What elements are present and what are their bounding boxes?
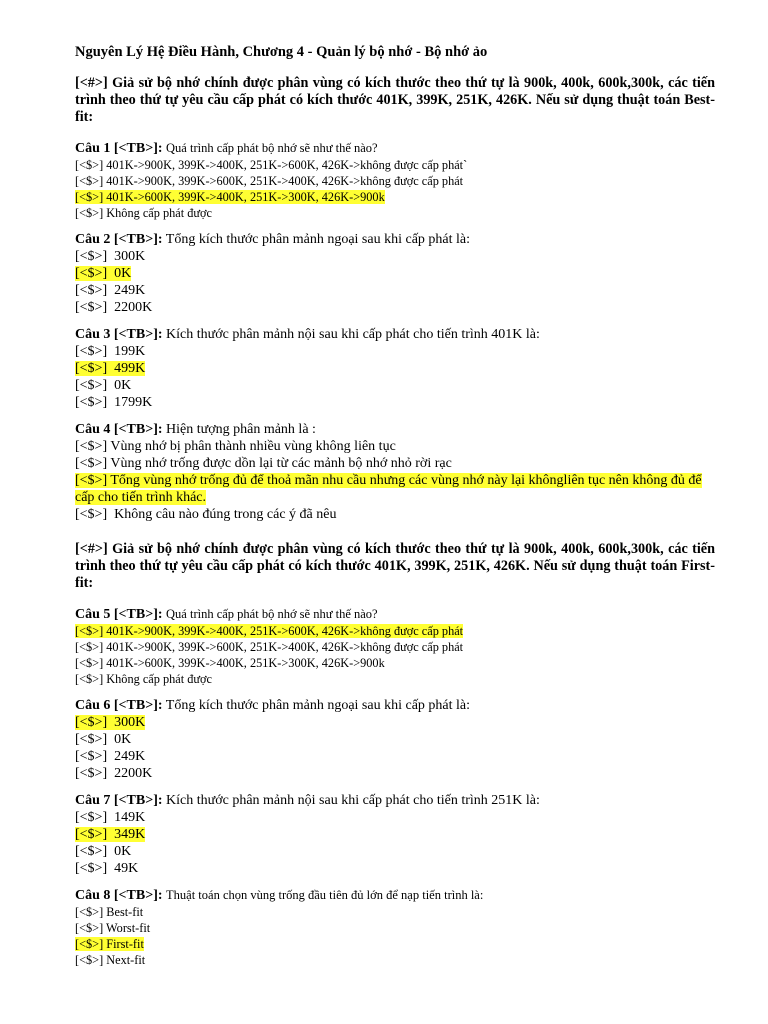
option-text: [<$>] Worst-fit <box>75 921 151 935</box>
option-text: [<$>] 49K <box>75 861 139 876</box>
question-text: Quá trình cấp phát bộ nhớ sẽ như thế nào? <box>166 141 378 155</box>
answer-option-correct <box>75 623 715 639</box>
option-text: [<$>] Vùng nhớ trống được dồn lại từ các mảnh bộ nhớ nhỏ rời rạc <box>75 456 452 471</box>
answer-option-correct <box>75 936 715 952</box>
option-text-highlighted: [<$>] Tổng vùng nhớ trống đủ để thoả mãn nhu cầu nhưng các vùng nhớ này lại khôngliên tục nên không đủ để cấp cho tiến trình khác. <box>75 473 702 505</box>
question-header <box>75 887 768 904</box>
option-text: [<$>] Không câu nào đúng trong các ý đã nêu <box>75 507 337 522</box>
option-text-highlighted: [<$>] 0K <box>75 266 132 281</box>
question-header <box>75 326 768 343</box>
section-intro: [<#>] Giả sử bộ nhớ chính được phân vùng có kích thước theo thứ tự là 900k, 400k, 600k,300k, các tiến trình theo thứ tự yêu cầu cấp phát có kích thước 401K, 399K, 251K, 426K. Nếu sử dụng thuật toán First-fit: <box>75 541 715 591</box>
question-1 <box>75 140 768 221</box>
question-text: Quá trình cấp phát bộ nhớ sẽ như thế nào? <box>166 607 378 621</box>
option-text: [<$>] 300K <box>75 249 146 264</box>
option-text: [<$>] 401K->900K, 399K->400K, 251K->600K, 426K->không được cấp phát` <box>75 158 468 172</box>
option-text-highlighted: [<$>] 349K <box>75 827 146 842</box>
option-text: [<$>] Next-fit <box>75 953 146 967</box>
question-number: Câu 7 [<TB>]: <box>75 793 163 808</box>
answer-option <box>75 765 715 782</box>
answer-option <box>75 860 715 877</box>
section-first-fit <box>75 541 768 968</box>
document-title: Nguyên Lý Hệ Điều Hành, Chương 4 - Quản lý bộ nhớ - Bộ nhớ ảo <box>75 44 488 60</box>
answer-option <box>75 655 715 671</box>
answer-option <box>75 157 715 173</box>
question-text: Thuật toán chọn vùng trống đầu tiên đủ lớn để nạp tiến trình là: <box>166 888 484 902</box>
question-header <box>75 421 768 438</box>
question-header <box>75 792 768 809</box>
answer-option <box>75 809 715 826</box>
answer-option <box>75 904 715 920</box>
answer-option <box>75 438 715 455</box>
question-3 <box>75 326 768 411</box>
answer-option-correct <box>75 826 715 843</box>
answer-option-correct <box>75 714 715 731</box>
answer-option <box>75 377 715 394</box>
answer-option <box>75 455 715 472</box>
option-text: [<$>] 401K->600K, 399K->400K, 251K->300K, 426K->900k <box>75 656 385 670</box>
question-text: Kích thước phân mảnh nội sau khi cấp phát cho tiến trình 251K là: <box>166 793 540 808</box>
question-7 <box>75 792 768 877</box>
answer-option <box>75 282 715 299</box>
option-text: [<$>] Không cấp phát được <box>75 206 212 220</box>
answer-option-correct <box>75 265 715 282</box>
question-header <box>75 140 768 157</box>
question-8 <box>75 887 768 968</box>
question-header <box>75 606 768 623</box>
option-text: [<$>] 149K <box>75 810 146 825</box>
option-text: [<$>] 401K->900K, 399K->600K, 251K->400K, 426K->không được cấp phát <box>75 174 464 188</box>
answer-option <box>75 952 715 968</box>
option-text-highlighted: [<$>] 401K->600K, 399K->400K, 251K->300K, 426K->900k <box>75 190 385 204</box>
option-text: [<$>] 1799K <box>75 395 153 410</box>
option-text: [<$>] 249K <box>75 749 146 764</box>
answer-option <box>75 843 715 860</box>
option-text: [<$>] 0K <box>75 378 132 393</box>
answer-option-correct <box>75 360 715 377</box>
answer-option <box>75 343 715 360</box>
answer-option <box>75 394 715 411</box>
question-header <box>75 697 768 714</box>
option-text: [<$>] 2200K <box>75 766 153 781</box>
answer-option <box>75 299 715 316</box>
option-text: [<$>] 2200K <box>75 300 153 315</box>
section-intro: [<#>] Giả sử bộ nhớ chính được phân vùng có kích thước theo thứ tự là 900k, 400k, 600k,300k, các tiến trình theo thứ tự yêu cầu cấp phát có kích thước 401K, 399K, 251K, 426K. Nếu sử dụng thuật toán Best-fit: <box>75 75 715 125</box>
option-text: [<$>] 249K <box>75 283 146 298</box>
answer-option <box>75 920 715 936</box>
question-6 <box>75 697 768 782</box>
section-best-fit <box>75 75 768 523</box>
option-text-highlighted: [<$>] First-fit <box>75 937 144 951</box>
answer-option-correct <box>75 472 715 506</box>
answer-option <box>75 506 715 523</box>
answer-option <box>75 639 715 655</box>
option-text: [<$>] 199K <box>75 344 146 359</box>
spacer <box>75 533 768 541</box>
question-number: Câu 4 [<TB>]: <box>75 422 163 437</box>
option-text: [<$>] 401K->900K, 399K->600K, 251K->400K, 426K->không được cấp phát <box>75 640 464 654</box>
option-text-highlighted: [<$>] 401K->900K, 399K->400K, 251K->600K, 426K->không được cấp phát <box>75 624 464 638</box>
option-text: [<$>] Vùng nhớ bị phân thành nhiều vùng không liên tục <box>75 439 396 454</box>
option-text: [<$>] Best-fit <box>75 905 144 919</box>
question-text: Kích thước phân mảnh nội sau khi cấp phát cho tiến trình 401K là: <box>166 327 540 342</box>
question-number: Câu 1 [<TB>]: <box>75 141 163 156</box>
question-text: Tổng kích thước phân mảnh ngoại sau khi cấp phát là: <box>165 232 471 247</box>
question-number: Câu 3 [<TB>]: <box>75 327 163 342</box>
option-text: [<$>] 0K <box>75 844 132 859</box>
question-number: Câu 6 [<TB>]: <box>75 698 163 713</box>
question-header <box>75 231 768 248</box>
question-number: Câu 5 [<TB>]: <box>75 607 163 622</box>
answer-option <box>75 173 715 189</box>
option-text: [<$>] Không cấp phát được <box>75 672 212 686</box>
answer-option <box>75 205 715 221</box>
question-number: Câu 2 [<TB>]: <box>75 232 163 247</box>
question-text: Hiện tượng phân mảnh là : <box>166 422 316 437</box>
answer-option <box>75 748 715 765</box>
question-5 <box>75 606 768 687</box>
answer-option <box>75 731 715 748</box>
question-text: Tổng kích thước phân mảnh ngoại sau khi cấp phát là: <box>165 698 471 713</box>
answer-option <box>75 248 715 265</box>
option-text-highlighted: [<$>] 499K <box>75 361 146 376</box>
question-2 <box>75 231 768 316</box>
option-text: [<$>] 0K <box>75 732 132 747</box>
option-text-highlighted: [<$>] 300K <box>75 715 146 730</box>
answer-option-correct <box>75 189 715 205</box>
question-4 <box>75 421 768 523</box>
answer-option <box>75 671 715 687</box>
question-number: Câu 8 [<TB>]: <box>75 888 163 903</box>
